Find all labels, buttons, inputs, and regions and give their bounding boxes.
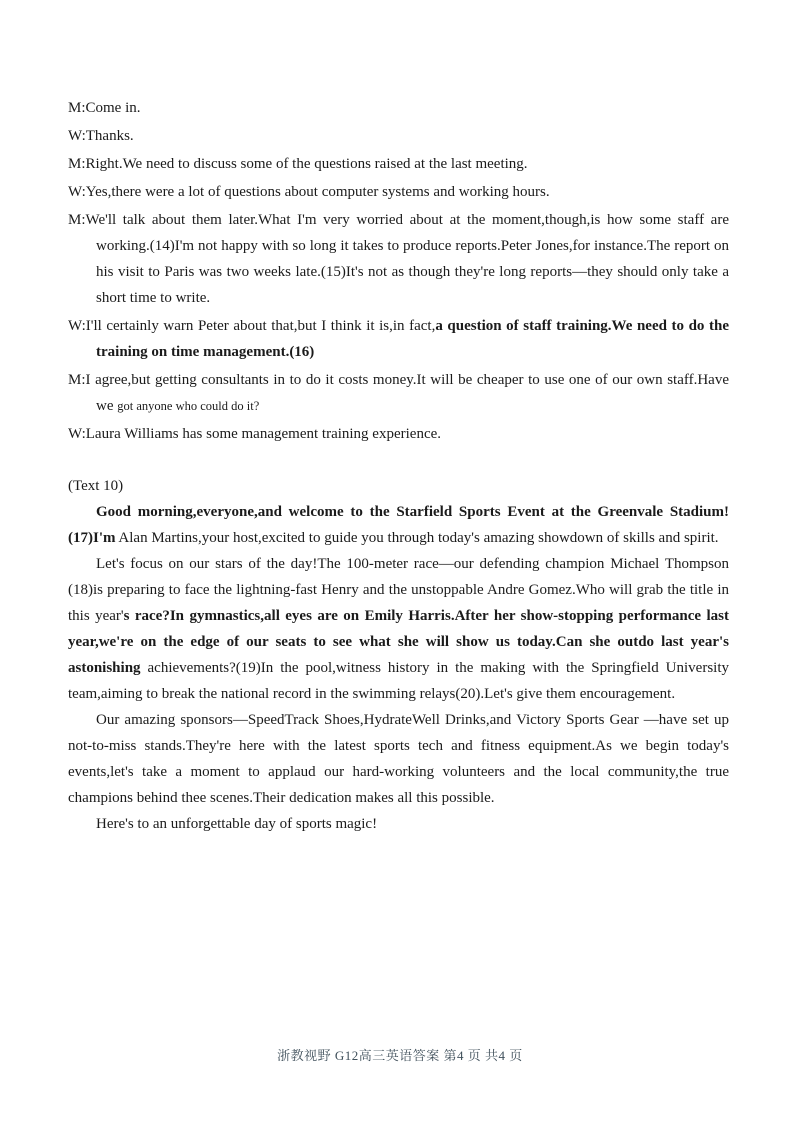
bold-text-segment: Good morning,everyone,and welcome to the Starfield Sports Event at the Greenvale Stadium!(17)I'm: [68, 504, 729, 546]
text-segment: got anyone who could do it?: [117, 399, 260, 413]
dialogue-line-8: [68, 421, 729, 447]
text-segment: M:Right.We need to discuss some of the questions raised at the last meeting.: [68, 156, 528, 172]
page-content: [68, 95, 729, 837]
page-footer: 浙教视野 G12高三英语答案 第4 页 共4 页: [277, 1048, 523, 1063]
dialogue-line-4: [68, 179, 729, 205]
text10-paragraph-3: [68, 707, 729, 811]
text-segment: M:Come in.: [68, 100, 141, 116]
text-segment: M:We'll talk about them later.What I'm very worried about at the moment,though,is how some staff are working.(14)I'm not happy with so long it takes to produce reports.Peter Jones,for instance.The report on his visit to Paris was two weeks late.(15)It's not as though they're long reports—they should only take a short time to write.: [68, 212, 729, 306]
text10-paragraph-1: [68, 499, 729, 551]
text-segment: achievements?(19)In the pool,witness history in the making with the Springfield University team,aiming to break the national record in the swimming relays(20).Let's give them encouragement.: [68, 660, 729, 702]
text-segment: Let's focus on our stars of the day!The 100-meter race—our defending champion Michael Thompson (18)is preparing to face the lightning-fast Henry and the unstoppable Andre Gomez.Who will grab the title in this year': [68, 556, 729, 624]
text-segment: Our amazing sponsors—SpeedTrack Shoes,HydrateWell Drinks,and Victory Sports Gear —have set up not-to-miss stands.They're here with the latest sports tech and fitness equipment.As we begin today's events,let's take a moment to applaud our hard-working volunteers and the local community,the true champions behind thee scenes.Their dedication makes all this possible.: [68, 712, 729, 806]
bold-text-segment: s race?In gymnastics,all eyes are on Emily Harris.After her show-stopping performance last year,we're on the edge of our seats to see what she will show us today.Can she outdo last year's astonishing: [68, 608, 729, 676]
bold-text-segment: a question of staff training.We need to do the training on time management.(16): [96, 318, 729, 360]
text10-paragraph-4: [68, 811, 729, 837]
dialogue-line-7: [68, 367, 729, 419]
text-segment: Alan Martins,your host,excited to guide you through today's amazing showdown of skills and spirit.: [115, 530, 719, 546]
text-segment: Here's to an unforgettable day of sports magic!: [96, 816, 378, 832]
dialogue-line-3: [68, 151, 729, 177]
dialogue-line-1: [68, 95, 729, 121]
dialogue-line-6: [68, 313, 729, 365]
dialogue-line-2: [68, 123, 729, 149]
text-segment: W:Thanks.: [68, 128, 134, 144]
text10-paragraph-2: [68, 551, 729, 707]
dialogue-line-5: [68, 207, 729, 311]
text-segment: W:Yes,there were a lot of questions about computer systems and working hours.: [68, 184, 550, 200]
text-segment: M:I agree,but getting consultants in to do it costs money.It will be cheaper to use one of our own staff.Have we: [68, 372, 729, 414]
text-segment: W:I'll certainly warn Peter about that,but I think it is,in fact,: [68, 318, 436, 334]
text10-heading: (Text 10): [68, 478, 124, 494]
text-segment: W:Laura Williams has some management training experience.: [68, 426, 442, 442]
